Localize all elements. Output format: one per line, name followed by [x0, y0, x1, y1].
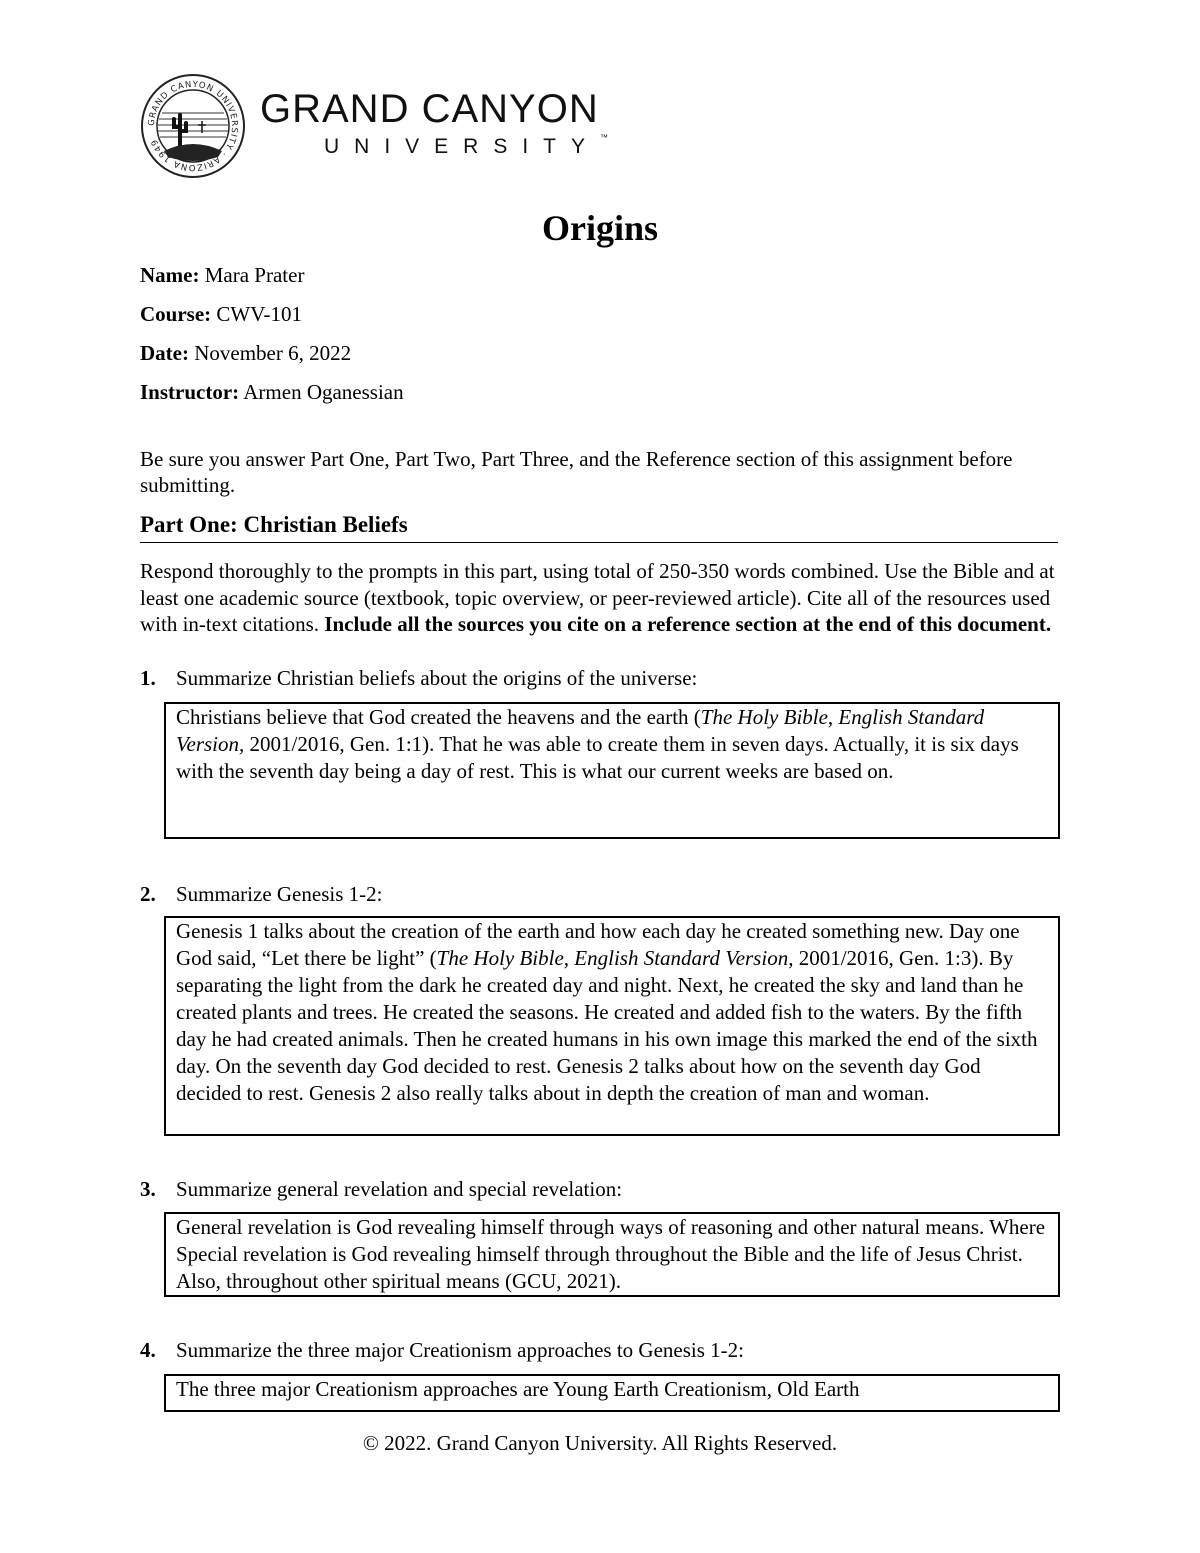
intro-paragraph: Be sure you answer Part One, Part Two, Part Three, and the Reference section of this assignment before submitting. — [140, 447, 1013, 497]
meta-instructor — [140, 379, 404, 405]
question-prompt: Summarize Christian beliefs about the origins of the universe: — [176, 666, 698, 690]
meta-value: Armen Oganessian — [243, 380, 404, 404]
university-wordmark — [260, 89, 608, 159]
question-number: 3. — [140, 1177, 156, 1201]
university-seal-icon — [140, 73, 246, 179]
svg-text:GRAND CANYON UNIVERSITY · ARIZ: GRAND CANYON UNIVERSITY · ARIZONA 1949 — [146, 79, 240, 173]
logo-line-1: GRAND CANYON — [260, 87, 599, 131]
question-1 — [140, 665, 697, 691]
question-number: 2. — [140, 882, 156, 906]
meta-label: Course: — [140, 302, 212, 326]
meta-label: Instructor: — [140, 380, 240, 404]
question-2 — [140, 881, 382, 907]
meta-name — [140, 262, 304, 288]
answer-box-2[interactable]: Genesis 1 talks about the creation of the earth and how each day he created something new. Day one God said, “Let there be light” (The Holy Bible, English Standard Version, 2001/2016, Gen. 1:3). By separating the light from the dark he created day and night. Next, he created the sky and land than he created plants and trees. He created the seasons. He created and added fish to the waters. By the fifth day he had created animals. Then he created humans in his own image this marked the end of the sixth day. On the seventh day God decided to rest. Genesis 2 talks about how on the seventh day God decided to rest. Genesis 2 also really talks about in depth the creation of man and woman. — [164, 916, 1060, 1136]
question-4 — [140, 1337, 744, 1363]
answer-box-1[interactable]: Christians believe that God created the heavens and the earth (The Holy Bible, English Standard Version, 2001/2016, Gen. 1:1). That he was able to create them in seven days. Actually, it is six days with the seventh day being a day of rest. This is what our current weeks are based on. — [164, 702, 1060, 839]
question-prompt: Summarize the three major Creationism approaches to Genesis 1-2: — [176, 1338, 744, 1362]
logo-line-2: UNIVERSITY™ — [324, 133, 609, 158]
question-prompt: Summarize Genesis 1-2: — [176, 882, 383, 906]
section-heading: Part One: Christian Beliefs — [140, 510, 1058, 543]
meta-date — [140, 340, 351, 366]
question-prompt: Summarize general revelation and special revelation: — [176, 1177, 623, 1201]
meta-label: Name: — [140, 263, 200, 287]
answer-box-4[interactable]: The three major Creationism approaches are Young Earth Creationism, Old Earth — [164, 1374, 1060, 1412]
instructions-text: Respond thoroughly to the prompts in this part, using total of 250-350 words combined. Use the Bible and at least one academic source (textbook, topic overview, or peer-reviewed article). Cite all of the resources used with in-text citations. — [140, 559, 1055, 636]
question-number: 1. — [140, 666, 156, 690]
meta-value: CWV-101 — [216, 302, 302, 326]
question-number: 4. — [140, 1338, 156, 1362]
document-title: Origins — [541, 208, 658, 248]
instructions-bold-text: Include all the sources you cite on a reference section at the end of this document. — [324, 612, 1052, 636]
meta-course — [140, 301, 302, 327]
answer-box-3[interactable]: General revelation is God revealing himself through ways of reasoning and other natural means. Where Special revelation is God revealing himself through throughout the Bible and the life of Jesus Christ. Also, throughout other spiritual means (GCU, 2021). — [164, 1212, 1060, 1297]
instructions-paragraph — [140, 558, 1060, 638]
question-3 — [140, 1176, 622, 1202]
trademark-mark: ™ — [600, 133, 609, 142]
university-logo — [140, 72, 608, 180]
meta-value: November 6, 2022 — [194, 341, 352, 365]
meta-value: Mara Prater — [204, 263, 305, 287]
meta-label: Date: — [140, 341, 189, 365]
copyright-footer: © 2022. Grand Canyon University. All Rights Reserved. — [362, 1431, 838, 1455]
